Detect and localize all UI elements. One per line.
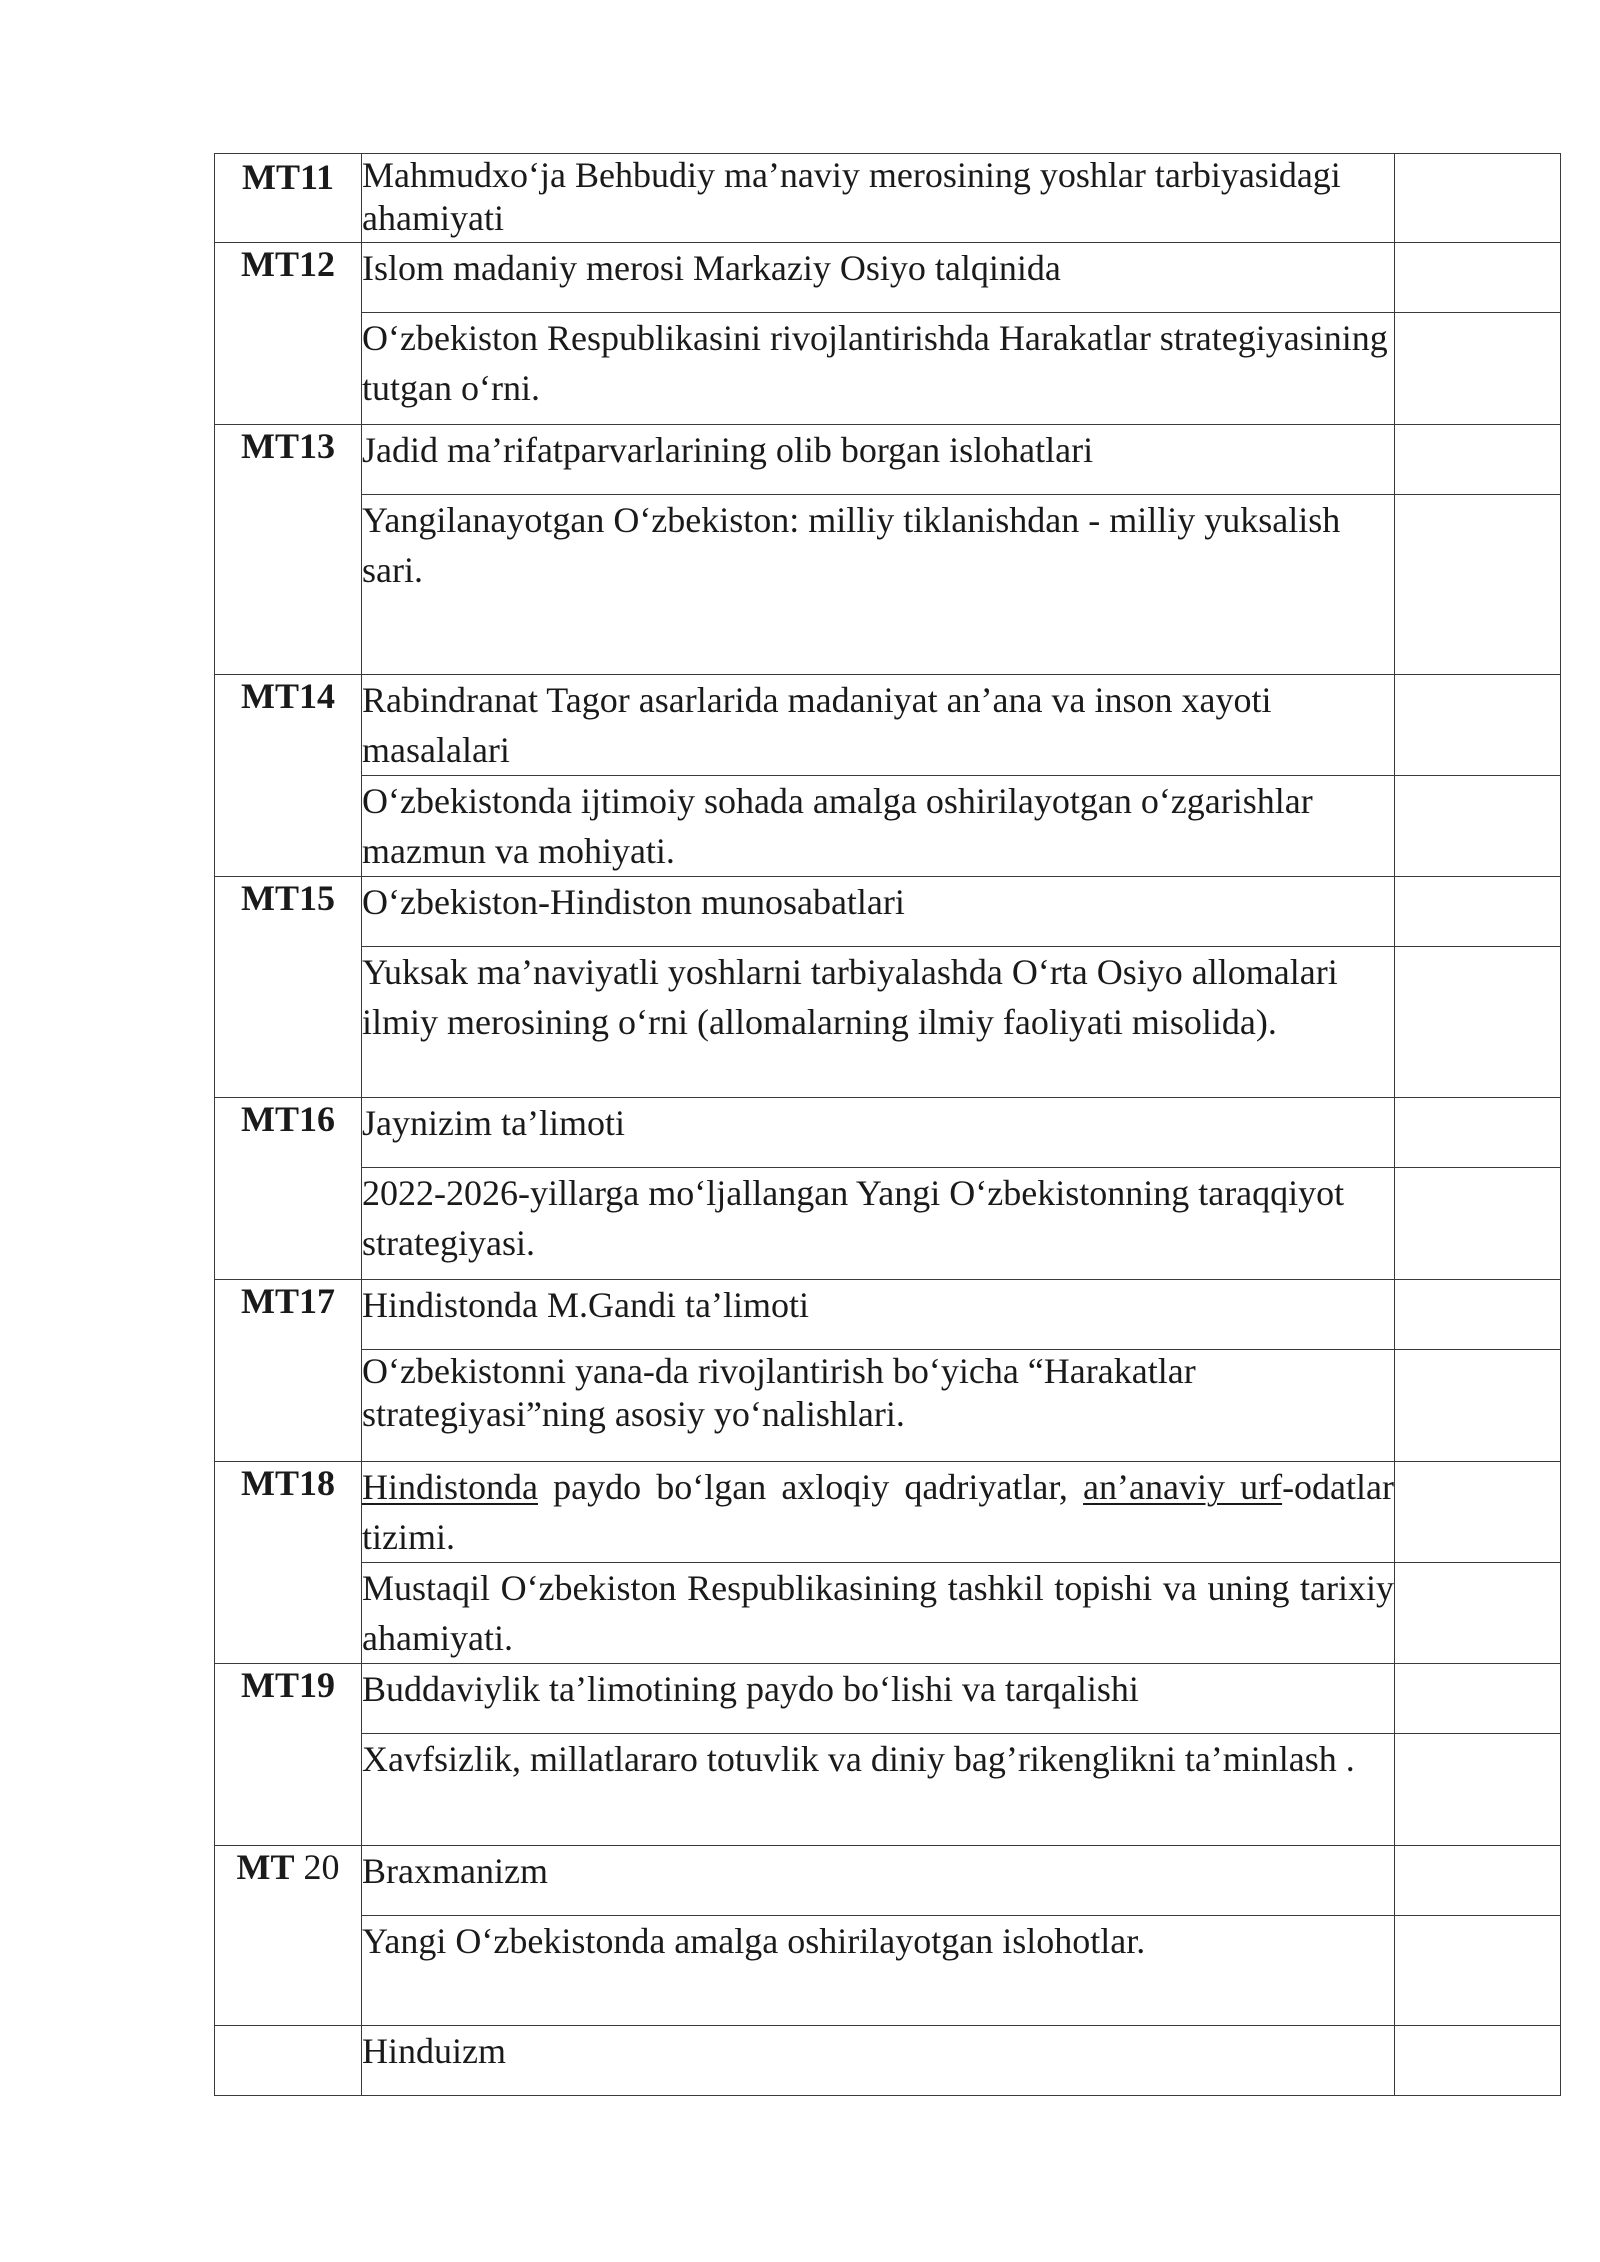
underlined-text: Hindistonda [362,1467,538,1507]
grade-cell [1395,1846,1561,1916]
grade-cell [1395,1916,1561,2026]
topic-cell: Jadid ma’rifatparvarlarining olib borgan islohatlari [362,425,1395,495]
grade-cell [1395,243,1561,313]
table-row [215,1664,1561,1734]
table-row [215,877,1561,947]
topic-cell: Braxmanizm [362,1846,1395,1916]
topic-code: MT12 [215,243,362,425]
topic-code: MT16 [215,1098,362,1280]
topic-cell: O‘zbekistonda ijtimoiy sohada amalga oshirilayotgan o‘zgarishlar mazmun va mohiyati. [362,776,1395,877]
table-row [215,1168,1561,1280]
grade-cell [1395,1280,1561,1350]
topic-cell: Buddaviylik ta’limotining paydo bo‘lishi va tarqalishi [362,1664,1395,1734]
grade-cell [1395,495,1561,675]
topic-cell: Rabindranat Tagor asarlarida madaniyat an’ana va inson xayoti masalalari [362,675,1395,776]
table-row [215,1734,1561,1846]
topic-cell: Hindistonda paydo bo‘lgan axloqiy qadriyatlar, an’anaviy urf-odatlar tizimi. [362,1462,1395,1563]
grade-cell [1395,2026,1561,2096]
topic-cell: Mahmudxo‘ja Behbudiy ma’naviy merosining yoshlar tarbiyasidagi ahamiyati [362,154,1395,243]
topic-code: MT15 [215,877,362,1098]
topic-cell: Yangilanayotgan O‘zbekiston: milliy tiklanishdan - milliy yuksalish sari. [362,495,1395,675]
table-row [215,1916,1561,2026]
grade-cell [1395,1563,1561,1664]
topic-code: MT13 [215,425,362,675]
topic-code: MT11 [215,154,362,243]
table-row [215,313,1561,425]
grade-cell [1395,1664,1561,1734]
topics-table [214,153,1561,2096]
table-row [215,675,1561,776]
topic-cell: Yangi O‘zbekistonda amalga oshirilayotgan islohotlar. [362,1916,1395,2026]
grade-cell [1395,1462,1561,1563]
grade-cell [1395,1350,1561,1462]
topic-code: MT18 [215,1462,362,1664]
grade-cell [1395,313,1561,425]
topic-code: MT 20 [215,1846,362,2026]
topic-cell: O‘zbekiston-Hindiston munosabatlari [362,877,1395,947]
topic-cell: Jaynizim ta’limoti [362,1098,1395,1168]
grade-cell [1395,154,1561,243]
topic-cell: Islom madaniy merosi Markaziy Osiyo talqinida [362,243,1395,313]
grade-cell [1395,1734,1561,1846]
topic-code: MT17 [215,1280,362,1462]
topic-cell: Mustaqil O‘zbekiston Respublikasining tashkil topishi va uning tarixiy ahamiyati. [362,1563,1395,1664]
topic-code: MT19 [215,1664,362,1846]
topic-cell: O‘zbekistonni yana-da rivojlantirish bo‘yicha “Harakatlar strategiyasi”ning asosiy yo‘nalishlari. [362,1350,1395,1462]
grade-cell [1395,776,1561,877]
table-row [215,243,1561,313]
topic-cell: Hindistonda M.Gandi ta’limoti [362,1280,1395,1350]
topic-code: MT14 [215,675,362,877]
table-row [215,947,1561,1098]
table-row [215,1563,1561,1664]
topic-cell: 2022-2026-yillarga mo‘ljallangan Yangi O‘zbekistonning taraqqiyot strategiyasi. [362,1168,1395,1280]
table-row [215,1280,1561,1350]
topic-cell: O‘zbekiston Respublikasini rivojlantirishda Harakatlar strategiyasining tutgan o‘rni. [362,313,1395,425]
grade-cell [1395,1098,1561,1168]
table-row [215,1462,1561,1563]
table-row [215,154,1561,243]
table-row [215,1098,1561,1168]
topic-cell: Xavfsizlik, millatlararo totuvlik va diniy bag’rikenglikni ta’minlash . [362,1734,1395,1846]
topic-code [215,2026,362,2096]
table-row [215,2026,1561,2096]
grade-cell [1395,1168,1561,1280]
underlined-text: an’anaviy urf [1083,1467,1283,1507]
topic-cell: Yuksak ma’naviyatli yoshlarni tarbiyalashda O‘rta Osiyo allomalari ilmiy merosining o‘rni (allomalarning ilmiy faoliyati misolida). [362,947,1395,1098]
grade-cell [1395,675,1561,776]
table-row [215,1846,1561,1916]
table-row [215,425,1561,495]
grade-cell [1395,425,1561,495]
table-row [215,495,1561,675]
topic-cell: Hinduizm [362,2026,1395,2096]
table-row [215,776,1561,877]
table-row [215,1350,1561,1462]
grade-cell [1395,947,1561,1098]
grade-cell [1395,877,1561,947]
